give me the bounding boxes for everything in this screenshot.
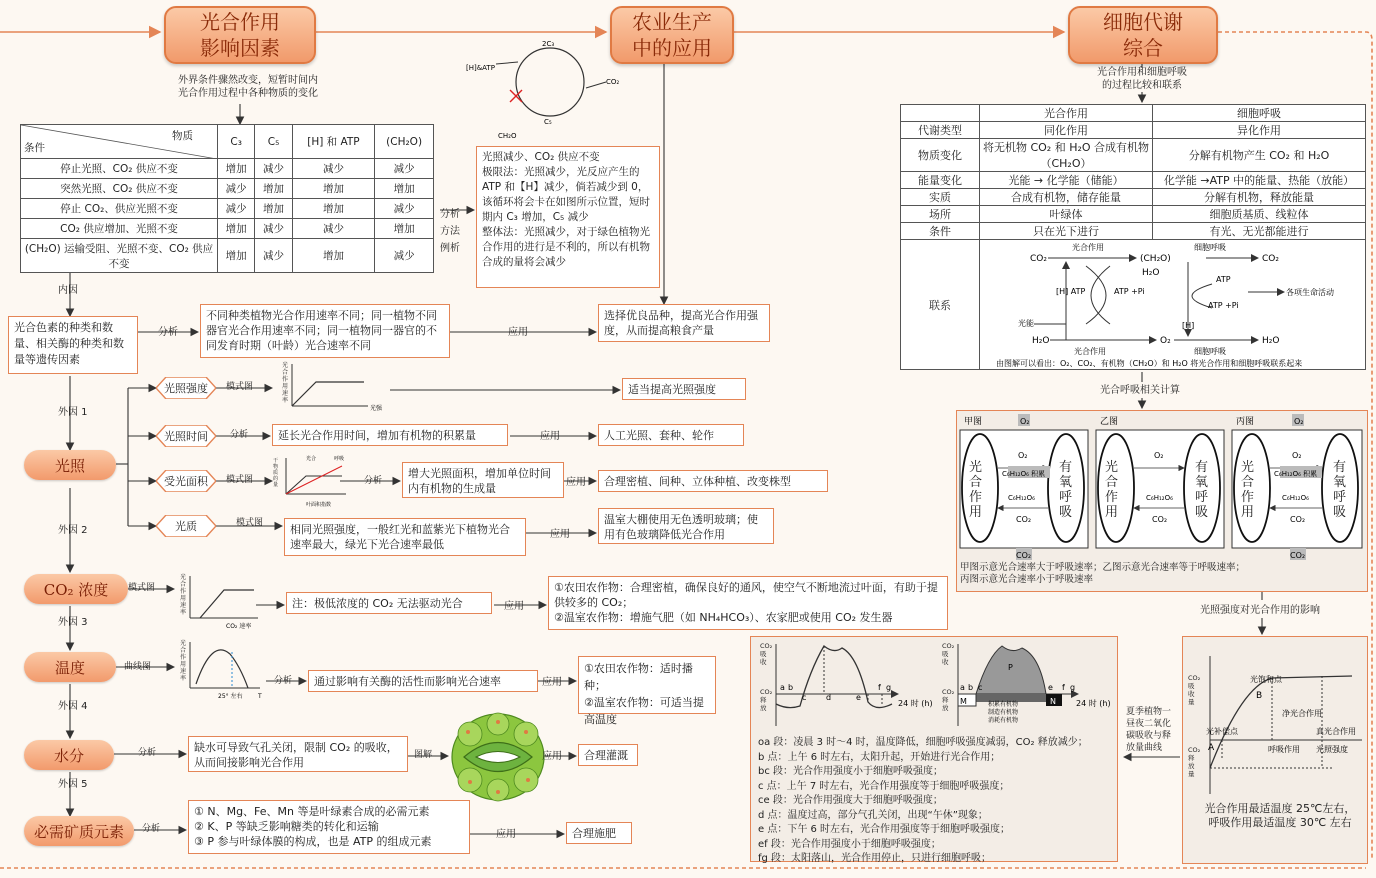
table-row <box>901 122 1366 139</box>
cell3-co2: CO₂ <box>1290 515 1306 524</box>
table-corner <box>21 125 218 159</box>
cell: 增加 <box>218 159 255 179</box>
dg-c: c <box>802 693 807 702</box>
top-note: 外界条件骤然改变，短暂时间内 光合作用过程中各种物质的变化 <box>178 75 318 99</box>
cell: 增加 <box>375 179 434 199</box>
table-row <box>901 139 1366 172</box>
cell: 细胞质基质、线粒体 <box>1153 206 1366 223</box>
cell: 增加 <box>218 239 255 273</box>
app-quality: 温室大棚使用无色透明玻璃；使用有色玻璃降低光合作用 <box>598 508 774 544</box>
dg-b: b <box>788 683 794 692</box>
cell2-photo: 光 合 作 用 <box>1105 460 1119 520</box>
pill-light: 光照 <box>24 450 116 480</box>
dg2-legend-1: 积累有机物 <box>988 701 1019 708</box>
cell: 光能 → 化学能（储能） <box>980 172 1153 189</box>
dg2-g: g <box>1070 683 1076 692</box>
table-row <box>901 172 1366 189</box>
inner-app-box: 选择优良品种，提高光合作用强度，从而提高粮食产量 <box>598 304 770 342</box>
diamond-label: 受光面积 <box>164 475 208 488</box>
axis-rate: 光合作用速率 <box>282 362 289 404</box>
pill-mineral: 必需矿质元素 <box>24 816 134 846</box>
cell: 增加 <box>218 219 255 239</box>
label-analysis: 分析 <box>158 327 178 338</box>
col-header: [H] 和 ATP <box>292 125 374 159</box>
table-row <box>901 206 1366 223</box>
row-header: 能量变化 <box>901 172 980 189</box>
ld-atp-pi: ATP +Pi <box>1114 287 1145 296</box>
label-model-1: 模式图 <box>226 382 254 392</box>
lbl-real: 真光合作用 <box>1316 727 1356 736</box>
ld-resp-top: 细胞呼吸 <box>1194 243 1226 252</box>
axis-leaf-area: 叶面积指数 <box>306 502 332 508</box>
table-row <box>21 199 434 219</box>
label-apply-2: 应用 <box>540 431 560 442</box>
cell: 只在光下进行 <box>980 223 1153 240</box>
dg-g: g <box>886 683 892 692</box>
cell1-co2: CO₂ <box>1016 515 1032 524</box>
diamond-light-intensity <box>156 377 216 399</box>
ld-adp: ATP +Pi <box>1208 301 1239 310</box>
ld-atp: ATP <box>1216 275 1231 284</box>
label-ext2: 外因 2 <box>58 525 88 536</box>
dg2-M: M <box>960 697 967 706</box>
substance-change-table <box>20 124 434 273</box>
axis-co2: CO₂ 速率 <box>226 623 252 630</box>
inner-factor-box: 光合色素的种类和数量、相关酶的种类和数量等遗传因素 <box>8 316 138 374</box>
app-co2: ①农田农作物：合理密植，确保良好的通风，使空气不断地流过叶面，有助于提供较多的 CO₂； ②温室农作物：增施气肥（如 NH₄HCO₃）、农家肥或使用 CO₂ 发生器 <box>548 576 948 630</box>
pt-A: A <box>1208 743 1215 753</box>
dg-d: d <box>826 693 832 702</box>
table-row <box>901 189 1366 206</box>
label-apply-temp: 应用 <box>542 677 562 688</box>
dg2-a: a <box>960 683 965 692</box>
dg2-xlabel: 24 时 (h) <box>1076 699 1111 708</box>
label-model-2: 模式图 <box>226 475 254 485</box>
ld-h: [H] <box>1182 321 1195 330</box>
dg2-legend-2: 制造有机物 <box>988 709 1019 716</box>
table-row <box>21 219 434 239</box>
row-condition: 停止 CO₂、供应光照不变 <box>21 199 218 219</box>
cell2-resp: 有 氧 呼 吸 <box>1195 460 1209 520</box>
cell: 减少 <box>375 199 434 219</box>
cell: 同化作用 <box>980 122 1153 139</box>
cell: 异化作用 <box>1153 122 1366 139</box>
cell: 分解有机物产生 CO₂ 和 H₂O <box>1153 139 1366 172</box>
dg-xlabel: 24 时 (h) <box>898 699 933 708</box>
pt-B: B <box>1256 691 1263 701</box>
day-notes: oa 段：凌晨 3 时～4 时，温度降低，细胞呼吸强度减弱，CO₂ 释放减少； b 点：上午 6 时左右，太阳升起，开始进行光合作用； bc 段：光合作用强度小于细胞呼吸强度； c 点：上午 7 时左右，光合作用强度等于细胞呼吸强度； ce 段：光合作用强度大于细胞呼吸强度； d 点：温度过高，部分气孔关闭，出现“午休”现象； e 点：下午 6 时左右，光合作用强度等于细胞呼吸强度； ef 段：光合作用强度小于细胞呼吸强度； fg 段：太阳落山，光合作用停止，只进行细胞呼吸； <box>758 737 1088 864</box>
label-inner: 内因 <box>58 285 78 296</box>
dg-y-bottom: CO₂ 释 放 <box>760 688 773 712</box>
cell: 减少 <box>255 219 292 239</box>
row-condition: CO₂ 供应增加、光照不变 <box>21 219 218 239</box>
dg-e: e <box>856 693 861 702</box>
col-header: 细胞呼吸 <box>1153 105 1366 122</box>
cell: 增加 <box>375 219 434 239</box>
cell2-o2: O₂ <box>1154 451 1164 460</box>
leaf-area-graph <box>272 452 362 508</box>
label-model-3: 模式图 <box>236 518 264 528</box>
app-water: 合理灌溉 <box>578 744 638 766</box>
cell: 增加 <box>255 199 292 219</box>
label-analysis-water: 分析 <box>138 748 157 758</box>
lbl-light: 光照强度 <box>1316 745 1348 754</box>
label-apply: 应用 <box>508 327 528 338</box>
inner-analysis-box: 不同种类植物光合作用速率不同；同一植物不同器官光合作用速率不同；同一植物同一器官的不同发育时期（叶龄）光合速率不同 <box>200 304 450 358</box>
ld-ch2o: (CH₂O) <box>1140 254 1171 264</box>
water-analysis: 缺水可导致气孔关闭，限制 CO₂ 的吸收，从而间接影响光合作用 <box>188 736 408 772</box>
diamond-label: 光照时间 <box>164 430 208 443</box>
app-intensity: 适当提高光照强度 <box>622 378 746 400</box>
light-response-graph <box>1182 636 1366 806</box>
dg2-b: b <box>968 683 974 692</box>
cell1-glucose: C₆H₁₂O₆ <box>1008 494 1035 502</box>
light-intensity-graph <box>276 360 392 418</box>
axis-rate-temp: 光合作用速率 <box>180 640 187 682</box>
row-header: 场所 <box>901 206 980 223</box>
dg2-y-top: CO₂ 吸 收 <box>942 642 955 666</box>
cycle-c5: C₅ <box>544 118 552 126</box>
table-row <box>21 239 434 273</box>
light-quality-analysis: 相同光照强度，一般红光和蓝紫光下植物光合速率最大，绿光下光合速率最低 <box>284 518 526 556</box>
rg-note: 光合作用最适温度 25℃左右， 呼吸作用最适温度 30℃ 左右 <box>1204 802 1356 829</box>
cell: 增加 <box>292 179 374 199</box>
label-ext1: 外因 1 <box>58 407 88 418</box>
col-header <box>901 105 980 122</box>
row-header: 条件 <box>901 223 980 240</box>
cell: 化学能 →ATP 中的能量、热能（放能） <box>1153 172 1366 189</box>
temp-analysis: 通过影响有关酶的活性而影响光合速率 <box>308 670 538 692</box>
cell2-co2: CO₂ <box>1152 515 1168 524</box>
ld-light: 光能 <box>1018 319 1034 328</box>
cell: 增加 <box>292 199 374 219</box>
ld-note: 由图解可以看出：O₂、CO₂、有机物（CH₂O）和 H₂O 将光合作用和细胞呼吸联系起来 <box>996 359 1303 368</box>
row-header: 代谢类型 <box>901 122 980 139</box>
label-apply-4: 应用 <box>550 529 570 540</box>
dg2-legend-3: 消耗有机物 <box>988 717 1019 724</box>
cycle-h-atp: [H]&ATP <box>466 64 495 72</box>
corner-top: 物质 <box>172 130 193 142</box>
table-row <box>21 179 434 199</box>
axis-dry: 干物质的量 <box>273 458 279 488</box>
axis-t25: 25° 左右 <box>218 693 243 700</box>
ld-photo-bottom: 光合作用 <box>1074 347 1106 356</box>
label-diagram: 图解 <box>414 750 433 760</box>
dg2-P: P <box>1008 663 1013 672</box>
cell: 分解有机物，释放能量 <box>1153 189 1366 206</box>
label-ext5: 外因 5 <box>58 779 88 790</box>
ld-life: 各项生命活动 <box>1286 288 1334 297</box>
dg-a: a <box>780 683 785 692</box>
pill-water: 水分 <box>24 740 114 770</box>
cycle-2c3: 2C₃ <box>542 40 555 48</box>
app-temp: ①农田农作物：适时播种； ②温室农作物：可适当提高温度 <box>578 656 716 714</box>
stomata-icon <box>450 712 546 802</box>
table-row <box>21 159 434 179</box>
axis-T: T <box>258 693 262 700</box>
method-analysis-box: 光照减少、CO₂ 供应不变 极限法：光照减少，光反应产生的ATP 和【H】减少，倘若减少到 0，该循环将会卡在如图所示位置，短时期内 C₃ 增加，C₅ 减少 整体法：光照减少，对于绿色植物光合作用的进行是不利的，所以有机物合成的量将会减少 <box>476 146 660 288</box>
diamond-light-area <box>156 470 216 492</box>
dg2-N: N <box>1050 697 1056 706</box>
ld-h2o-mid: H₂O <box>1142 268 1160 278</box>
app-time: 人工光照、套种、轮作 <box>598 424 744 446</box>
method-label: 分析 方法 例析 <box>440 209 460 254</box>
label-analysis-2: 分析 <box>230 430 249 440</box>
label-ext4: 外因 4 <box>58 701 88 712</box>
cell1-resp: 有 氧 呼 吸 <box>1059 460 1073 520</box>
dg2-f: f <box>1062 683 1065 692</box>
day-graphs <box>750 636 1116 732</box>
row-condition: (CH₂O) 运输受阻、光照不变、CO₂ 供应不变 <box>21 239 218 273</box>
cell: 减少 <box>292 219 374 239</box>
cell1-o2: O₂ <box>1018 451 1028 460</box>
cell3-accum: C₆H₁₂O₆ 积累 <box>1274 470 1318 478</box>
col-header: C₅ <box>255 125 292 159</box>
label-model-co2: 模式图 <box>128 583 156 593</box>
axis-light: 光强 <box>370 405 383 412</box>
dg2-y-bottom: CO₂ 释 放 <box>942 688 955 712</box>
cell: 有光、无光都能进行 <box>1153 223 1366 240</box>
app-mineral: 合理施肥 <box>566 822 632 844</box>
diamond-light-time <box>156 425 216 447</box>
label-apply-water: 应用 <box>542 751 562 762</box>
diamond-light-quality <box>156 515 216 537</box>
lbl-net: 净光合作用 <box>1282 709 1322 718</box>
lbl-comp: 光补偿点 <box>1206 727 1238 736</box>
calc-note: 光合呼吸相关计算 <box>1100 385 1180 396</box>
legend-resp: 呼吸 <box>334 456 345 462</box>
ld-h2o-left: H₂O <box>1032 336 1050 346</box>
label-apply-co2: 应用 <box>504 601 524 612</box>
dg2-c: c <box>978 683 983 692</box>
lbl-sat: 光饱和点 <box>1250 675 1282 684</box>
cell3-o2: O₂ <box>1292 451 1302 460</box>
summer-note: 夏季植物一昼夜二氧化碳吸收与释放量曲线 <box>1126 707 1172 753</box>
diamond-label: 光照强度 <box>164 382 208 395</box>
row-condition: 突然光照、CO₂ 供应不变 <box>21 179 218 199</box>
cell1-photo: 光 合 作 用 <box>969 460 983 520</box>
cell-title-1: 甲图 <box>964 417 983 427</box>
mineral-analysis: ① N、Mg、Fe、Mn 等是叶绿素合成的必需元素 ② K、P 等缺乏影响糖类的转化和运输 ③ P 参与叶绿体膜的构成，也是 ATP 的组成元素 <box>188 800 470 854</box>
legend-photo: 光合 <box>306 456 317 462</box>
cell3-co2-bottom: CO₂ <box>1290 551 1306 560</box>
label-analysis-3: 分析 <box>364 476 383 486</box>
cell2-glucose: C₆H₁₂O₆ <box>1146 494 1173 502</box>
pill-co2: CO₂ 浓度 <box>24 574 128 604</box>
corner-bottom: 条件 <box>24 142 45 154</box>
ld-h2o-right: H₂O <box>1262 336 1280 346</box>
dg-f: f <box>878 683 881 692</box>
dg-y-top: CO₂ 吸 收 <box>760 642 773 666</box>
cycle-co2: CO₂ <box>606 78 620 86</box>
cell: 减少 <box>375 159 434 179</box>
axis-rate-co2: 光合作用速率 <box>180 574 187 616</box>
ld-o2: O₂ <box>1160 336 1171 346</box>
rg-ylabel-bottom: CO₂ 释 放 量 <box>1188 746 1201 778</box>
compare-note: 光合作用和细胞呼吸 的过程比较和联系 <box>1097 67 1187 91</box>
temp-graph <box>174 638 268 702</box>
pill-temperature: 温度 <box>24 652 116 682</box>
col-header: (CH₂O) <box>375 125 434 159</box>
cell-title-2: 乙图 <box>1100 417 1119 427</box>
cell-panel-note: 甲图示意光合速率大于呼吸速率；乙图示意光合速率等于呼吸速率； 丙图示意光合速率小于呼吸速率 <box>960 562 1246 585</box>
cell: 减少 <box>255 239 292 273</box>
cell3-glucose: C₆H₁₂O₆ <box>1282 494 1309 502</box>
row-header: 物质变化 <box>901 139 980 172</box>
label-apply-3: 应用 <box>566 477 586 488</box>
cell: 减少 <box>255 159 292 179</box>
cell1-co2-bottom: CO₂ <box>1016 551 1032 560</box>
cell-title-3: 丙图 <box>1236 417 1255 427</box>
ld-h-atp: [H] ATP <box>1056 287 1086 296</box>
diamond-label: 光质 <box>175 520 197 533</box>
cell: 增加 <box>255 179 292 199</box>
header-agricultural-application: 农业生产 中的应用 <box>610 6 734 64</box>
cell: 减少 <box>375 239 434 273</box>
cell3-o2-top: O₂ <box>1294 417 1304 426</box>
light-effect-note: 光照强度对光合作用的影响 <box>1200 605 1320 616</box>
col-header: 光合作用 <box>980 105 1153 122</box>
label-analysis-mineral: 分析 <box>142 824 161 834</box>
cell: 减少 <box>292 159 374 179</box>
cell: 减少 <box>218 179 255 199</box>
ld-co2-right: CO₂ <box>1262 254 1279 264</box>
light-time-analysis: 延长光合作用时间，增加有机物的积累量 <box>272 424 508 446</box>
cell: 叶绿体 <box>980 206 1153 223</box>
ld-photo-top: 光合作用 <box>1072 243 1104 252</box>
cell3-photo: 光 合 作 用 <box>1241 460 1255 520</box>
col-header: C₃ <box>218 125 255 159</box>
cycle-diagram <box>466 38 636 146</box>
rg-ylabel-top: CO₂ 吸 收 量 <box>1188 674 1201 706</box>
label-curve: 曲线图 <box>124 662 152 672</box>
cell3-resp: 有 氧 呼 吸 <box>1333 460 1347 520</box>
cell: 将无机物 CO₂ 和 H₂O 合成有机物（CH₂O） <box>980 139 1153 172</box>
cycle-ch2o: CH₂O <box>498 132 517 140</box>
cell: 减少 <box>218 199 255 219</box>
lbl-resp: 呼吸作用 <box>1268 745 1300 754</box>
cell-diagrams <box>956 410 1366 560</box>
cell: 增加 <box>292 239 374 273</box>
header-photosynthesis-factors: 光合作用 影响因素 <box>164 6 316 64</box>
ld-resp-bottom: 细胞呼吸 <box>1194 347 1226 356</box>
ld-co2-left: CO₂ <box>1030 254 1047 264</box>
label-ext3: 外因 3 <box>58 617 88 628</box>
header-cell-metabolism: 细胞代谢 综合 <box>1068 6 1218 64</box>
row-condition: 停止光照、CO₂ 供应不变 <box>21 159 218 179</box>
co2-note: 注：极低浓度的 CO₂ 无法驱动光合 <box>286 592 492 614</box>
cell1-o2-top: O₂ <box>1020 417 1030 426</box>
dg2-e: e <box>1048 683 1053 692</box>
light-area-analysis: 增大光照面积，增加单位时间内有机物的生成量 <box>402 462 564 498</box>
row-header: 联系 <box>901 240 980 370</box>
label-analysis-temp: 分析 <box>274 676 293 686</box>
app-area: 合理密植、间种、立体种植、改变株型 <box>598 470 828 492</box>
cell1-accum: C₆H₁₂O₆ 积累 <box>1002 470 1046 478</box>
link-diagram <box>976 236 1364 370</box>
row-header: 实质 <box>901 189 980 206</box>
cell: 合成有机物，储存能量 <box>980 189 1153 206</box>
label-apply-mineral: 应用 <box>496 829 516 840</box>
